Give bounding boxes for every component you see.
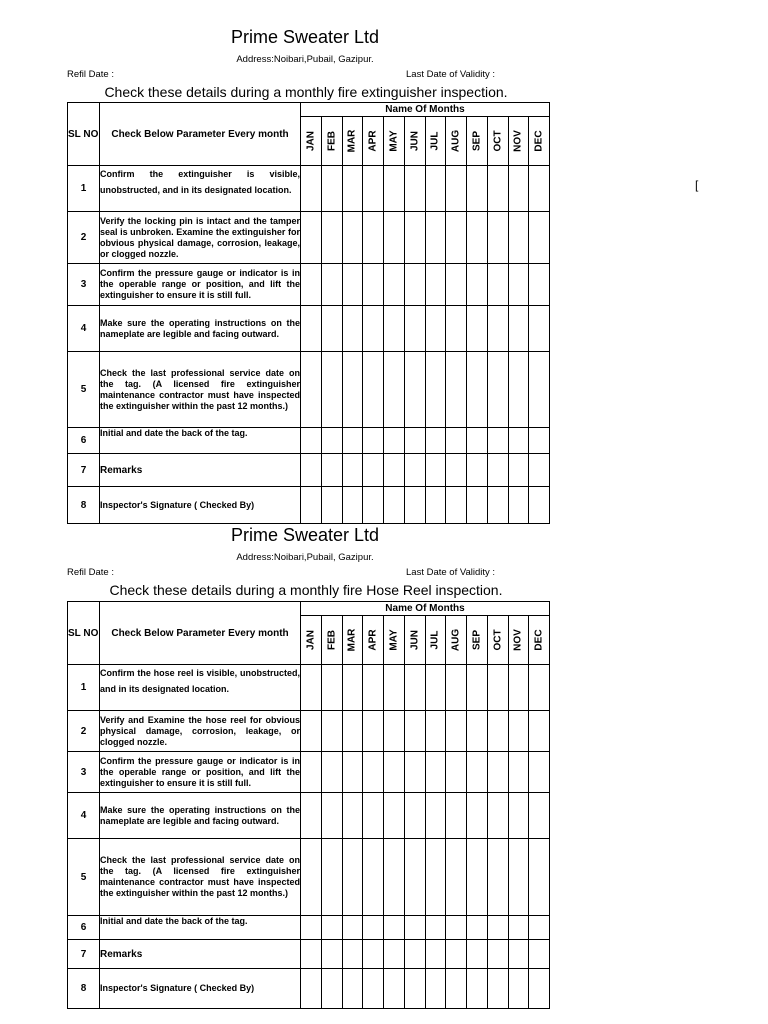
inspection-table [67,102,550,524]
check-cell[interactable] [487,454,508,487]
row-parameter: Verify and Examine the hose reel for obvious physical damage, corrosion, leakage, or clogged nozzle. [100,711,301,752]
check-cell[interactable] [301,166,322,212]
month-sep: SEP [467,616,488,665]
check-cell[interactable] [487,711,508,752]
row-number: 8 [68,487,100,524]
check-cell[interactable] [529,916,550,940]
stray-bracket-mark: [ [695,178,699,192]
check-cell[interactable] [363,839,384,916]
check-cell[interactable] [363,454,384,487]
check-cell[interactable] [529,839,550,916]
check-cell[interactable] [384,352,405,428]
check-cell[interactable] [529,752,550,793]
check-cell[interactable] [342,264,363,306]
check-cell[interactable] [508,916,529,940]
check-cell[interactable] [467,916,488,940]
table-row [68,969,550,1009]
check-cell[interactable] [529,454,550,487]
table-row [68,752,550,793]
check-cell[interactable] [321,166,342,212]
sl-no-header: SL NO [68,103,100,166]
month-apr: APR [363,117,384,166]
check-cell[interactable] [363,306,384,352]
check-cell[interactable] [487,264,508,306]
check-cell[interactable] [342,969,363,1009]
table-row [68,352,550,428]
check-cell[interactable] [446,212,467,264]
check-cell[interactable] [529,969,550,1009]
check-cell[interactable] [508,665,529,711]
month-feb: FEB [321,616,342,665]
check-cell[interactable] [508,166,529,212]
check-cell[interactable] [301,264,322,306]
check-cell[interactable] [363,264,384,306]
parameter-header: Check Below Parameter Every month [100,602,301,665]
check-cell[interactable] [508,306,529,352]
month-jul: JUL [425,616,446,665]
check-cell[interactable] [384,752,405,793]
check-cell[interactable] [446,665,467,711]
check-cell[interactable] [467,352,488,428]
row-number: 1 [68,166,100,212]
check-cell[interactable] [467,665,488,711]
check-cell[interactable] [384,428,405,454]
check-cell[interactable] [363,711,384,752]
check-cell[interactable] [529,940,550,969]
check-cell[interactable] [321,752,342,793]
check-cell[interactable] [425,212,446,264]
check-cell[interactable] [508,752,529,793]
month-may: MAY [384,117,405,166]
check-cell[interactable] [425,916,446,940]
check-cell[interactable] [342,454,363,487]
table-row [68,793,550,839]
month-aug: AUG [446,616,467,665]
table-row [68,454,550,487]
check-cell[interactable] [446,454,467,487]
row-number: 2 [68,711,100,752]
check-cell[interactable] [301,428,322,454]
check-cell[interactable] [342,306,363,352]
check-cell[interactable] [404,166,425,212]
check-cell[interactable] [446,940,467,969]
row-number: 3 [68,752,100,793]
check-cell[interactable] [342,793,363,839]
check-cell[interactable] [425,793,446,839]
row-number: 6 [68,428,100,454]
check-cell[interactable] [467,969,488,1009]
check-cell[interactable] [529,711,550,752]
month-dec: DEC [529,117,550,166]
check-cell[interactable] [301,711,322,752]
refil-date-label: Refil Date : [67,567,114,578]
row-parameter: Initial and date the back of the tag. [100,428,301,454]
company-name: Prime Sweater Ltd [230,27,380,47]
check-cell[interactable] [321,940,342,969]
check-cell[interactable] [508,212,529,264]
check-cell[interactable] [467,264,488,306]
parameter-header: Check Below Parameter Every month [100,103,301,166]
check-cell[interactable] [446,306,467,352]
row-parameter: Confirm the extinguisher is visible, unobstructed, and in its designated location. [100,166,301,212]
row-parameter: Confirm the pressure gauge or indicator is in the operable range or position, and lift the extinguisher to ensure it is still full. [100,264,301,306]
row-number: 5 [68,839,100,916]
check-cell[interactable] [384,711,405,752]
table-row [68,487,550,524]
check-cell[interactable] [487,839,508,916]
month-dec: DEC [529,616,550,665]
check-cell[interactable] [425,839,446,916]
table-row [68,940,550,969]
month-sep: SEP [467,117,488,166]
check-cell[interactable] [363,166,384,212]
check-cell[interactable] [404,916,425,940]
check-cell[interactable] [425,306,446,352]
check-cell[interactable] [404,487,425,524]
table-row [68,306,550,352]
check-cell[interactable] [446,969,467,1009]
check-cell[interactable] [342,839,363,916]
check-cell[interactable] [446,793,467,839]
check-cell[interactable] [301,839,322,916]
check-cell[interactable] [425,264,446,306]
check-cell[interactable] [404,711,425,752]
check-cell[interactable] [404,306,425,352]
check-cell[interactable] [404,454,425,487]
check-cell[interactable] [363,665,384,711]
check-cell[interactable] [321,487,342,524]
check-cell[interactable] [384,166,405,212]
check-cell[interactable] [487,428,508,454]
check-cell[interactable] [363,212,384,264]
check-cell[interactable] [508,793,529,839]
check-cell[interactable] [467,454,488,487]
check-cell[interactable] [508,969,529,1009]
check-cell[interactable] [301,940,322,969]
check-cell[interactable] [384,940,405,969]
table-row [68,264,550,306]
row-parameter: Inspector's Signature ( Checked By) [100,487,301,524]
month-jan: JAN [301,117,322,166]
month-apr: APR [363,616,384,665]
month-mar: MAR [342,616,363,665]
check-cell[interactable] [342,665,363,711]
month-nov: NOV [508,616,529,665]
check-cell[interactable] [529,352,550,428]
months-header: Name Of Months [301,602,550,616]
check-cell[interactable] [321,665,342,711]
check-cell[interactable] [342,428,363,454]
check-cell[interactable] [321,711,342,752]
table-row [68,839,550,916]
row-number: 4 [68,306,100,352]
check-cell[interactable] [384,665,405,711]
check-cell[interactable] [321,916,342,940]
row-parameter: Confirm the pressure gauge or indicator is in the operable range or position, and lift the extinguisher to ensure it is still full. [100,752,301,793]
check-cell[interactable] [446,839,467,916]
check-cell[interactable] [508,428,529,454]
month-nov: NOV [508,117,529,166]
row-number: 7 [68,454,100,487]
check-cell[interactable] [342,487,363,524]
row-number: 5 [68,352,100,428]
check-cell[interactable] [529,306,550,352]
inspection-table [67,601,550,1009]
check-cell[interactable] [425,454,446,487]
check-cell[interactable] [487,752,508,793]
check-cell[interactable] [342,940,363,969]
check-cell[interactable] [404,428,425,454]
table-row [68,916,550,940]
month-oct: OCT [487,616,508,665]
check-cell[interactable] [342,166,363,212]
validity-date-label: Last Date of Validity : [406,69,496,80]
check-cell[interactable] [529,166,550,212]
check-cell[interactable] [301,487,322,524]
check-cell[interactable] [446,916,467,940]
check-cell[interactable] [384,487,405,524]
check-cell[interactable] [487,665,508,711]
row-parameter: Inspector's Signature ( Checked By) [100,969,301,1009]
check-cell[interactable] [321,428,342,454]
check-cell[interactable] [384,454,405,487]
check-cell[interactable] [404,752,425,793]
months-header: Name Of Months [301,103,550,117]
check-cell[interactable] [301,752,322,793]
check-cell[interactable] [508,352,529,428]
check-cell[interactable] [487,306,508,352]
check-cell[interactable] [446,264,467,306]
check-cell[interactable] [529,428,550,454]
row-parameter: Make sure the operating instructions on the nameplate are legible and facing outward. [100,306,301,352]
table-row [68,166,550,212]
check-cell[interactable] [301,916,322,940]
check-cell[interactable] [301,665,322,711]
check-cell[interactable] [529,212,550,264]
check-cell[interactable] [363,428,384,454]
check-cell[interactable] [321,839,342,916]
row-parameter: Initial and date the back of the tag. [100,916,301,940]
check-cell[interactable] [384,916,405,940]
row-parameter: Remarks [100,454,301,487]
check-cell[interactable] [342,212,363,264]
check-cell[interactable] [363,916,384,940]
month-may: MAY [384,616,405,665]
table-row [68,711,550,752]
check-cell[interactable] [508,940,529,969]
check-cell[interactable] [342,352,363,428]
check-cell[interactable] [425,969,446,1009]
check-cell[interactable] [301,306,322,352]
row-number: 8 [68,969,100,1009]
check-cell[interactable] [446,352,467,428]
month-jun: JUN [404,616,425,665]
company-address: Address:Noibari,Pubail, Gazipur. [236,552,374,563]
check-cell[interactable] [301,793,322,839]
row-number: 6 [68,916,100,940]
check-cell[interactable] [404,839,425,916]
refil-date-label: Refil Date : [67,69,114,80]
check-cell[interactable] [363,940,384,969]
row-number: 1 [68,665,100,711]
month-oct: OCT [487,117,508,166]
check-cell[interactable] [529,264,550,306]
check-cell[interactable] [467,793,488,839]
check-cell[interactable] [508,264,529,306]
check-cell[interactable] [446,752,467,793]
check-cell[interactable] [363,487,384,524]
check-cell[interactable] [321,969,342,1009]
check-cell[interactable] [425,711,446,752]
table-row [68,212,550,264]
company-name: Prime Sweater Ltd [230,525,380,545]
row-number: 7 [68,940,100,969]
check-cell[interactable] [425,752,446,793]
check-cell[interactable] [446,487,467,524]
check-cell[interactable] [321,264,342,306]
check-cell[interactable] [404,969,425,1009]
check-cell[interactable] [467,940,488,969]
check-cell[interactable] [529,665,550,711]
check-cell[interactable] [467,306,488,352]
check-cell[interactable] [321,793,342,839]
check-cell[interactable] [301,352,322,428]
check-cell[interactable] [404,212,425,264]
check-cell[interactable] [487,166,508,212]
check-cell[interactable] [363,969,384,1009]
table-row [68,428,550,454]
check-cell[interactable] [508,711,529,752]
month-jun: JUN [404,117,425,166]
check-cell[interactable] [363,793,384,839]
month-jan: JAN [301,616,322,665]
row-parameter: Confirm the hose reel is visible, unobstructed, and in its designated location. [100,665,301,711]
check-cell[interactable] [363,752,384,793]
check-cell[interactable] [342,711,363,752]
check-cell[interactable] [467,839,488,916]
check-cell[interactable] [446,166,467,212]
row-parameter: Check the last professional service date on the tag. (A licensed fire extinguisher maintenance contractor must have inspected the extinguisher within the past 12 months.) [100,352,301,428]
row-parameter: Make sure the operating instructions on the nameplate are legible and facing outward. [100,793,301,839]
check-cell[interactable] [425,428,446,454]
row-parameter: Check the last professional service date on the tag. (A licensed fire extinguisher maintenance contractor must have inspected the extinguisher within the past 12 months.) [100,839,301,916]
check-cell[interactable] [508,487,529,524]
check-cell[interactable] [487,969,508,1009]
check-cell[interactable] [321,352,342,428]
check-cell[interactable] [425,487,446,524]
check-cell[interactable] [301,212,322,264]
check-cell[interactable] [342,916,363,940]
check-cell[interactable] [384,969,405,1009]
month-mar: MAR [342,117,363,166]
sl-no-header: SL NO [68,602,100,665]
form-heading: Check these details during a monthly fire Hose Reel inspection. [109,582,503,598]
check-cell[interactable] [342,752,363,793]
check-cell[interactable] [487,793,508,839]
check-cell[interactable] [425,352,446,428]
check-cell[interactable] [446,711,467,752]
check-cell[interactable] [467,711,488,752]
company-address: Address:Noibari,Pubail, Gazipur. [236,54,374,65]
check-cell[interactable] [467,487,488,524]
check-cell[interactable] [487,487,508,524]
check-cell[interactable] [446,428,467,454]
check-cell[interactable] [384,793,405,839]
check-cell[interactable] [404,264,425,306]
validity-date-label: Last Date of Validity : [406,567,496,578]
check-cell[interactable] [404,352,425,428]
check-cell[interactable] [467,166,488,212]
row-parameter: Remarks [100,940,301,969]
check-cell[interactable] [321,212,342,264]
check-cell[interactable] [529,487,550,524]
check-cell[interactable] [404,665,425,711]
check-cell[interactable] [508,839,529,916]
check-cell[interactable] [301,454,322,487]
check-cell[interactable] [321,454,342,487]
row-number: 3 [68,264,100,306]
check-cell[interactable] [487,916,508,940]
check-cell[interactable] [487,212,508,264]
check-cell[interactable] [384,839,405,916]
check-cell[interactable] [508,454,529,487]
check-cell[interactable] [487,352,508,428]
check-cell[interactable] [384,264,405,306]
check-cell[interactable] [384,212,405,264]
check-cell[interactable] [425,665,446,711]
check-cell[interactable] [425,940,446,969]
table-row [68,665,550,711]
month-aug: AUG [446,117,467,166]
check-cell[interactable] [487,940,508,969]
check-cell[interactable] [467,752,488,793]
row-parameter: Verify the locking pin is intact and the tamper seal is unbroken. Examine the extinguisher for obvious physical damage, corrosion, leakage, or clogged nozzle. [100,212,301,264]
check-cell[interactable] [384,306,405,352]
check-cell[interactable] [321,306,342,352]
check-cell[interactable] [301,969,322,1009]
month-jul: JUL [425,117,446,166]
check-cell[interactable] [467,428,488,454]
check-cell[interactable] [529,793,550,839]
check-cell[interactable] [404,793,425,839]
form-heading: Check these details during a monthly fire extinguisher inspection. [104,84,508,100]
check-cell[interactable] [467,212,488,264]
check-cell[interactable] [363,352,384,428]
check-cell[interactable] [425,166,446,212]
row-number: 2 [68,212,100,264]
row-number: 4 [68,793,100,839]
month-feb: FEB [321,117,342,166]
check-cell[interactable] [404,940,425,969]
